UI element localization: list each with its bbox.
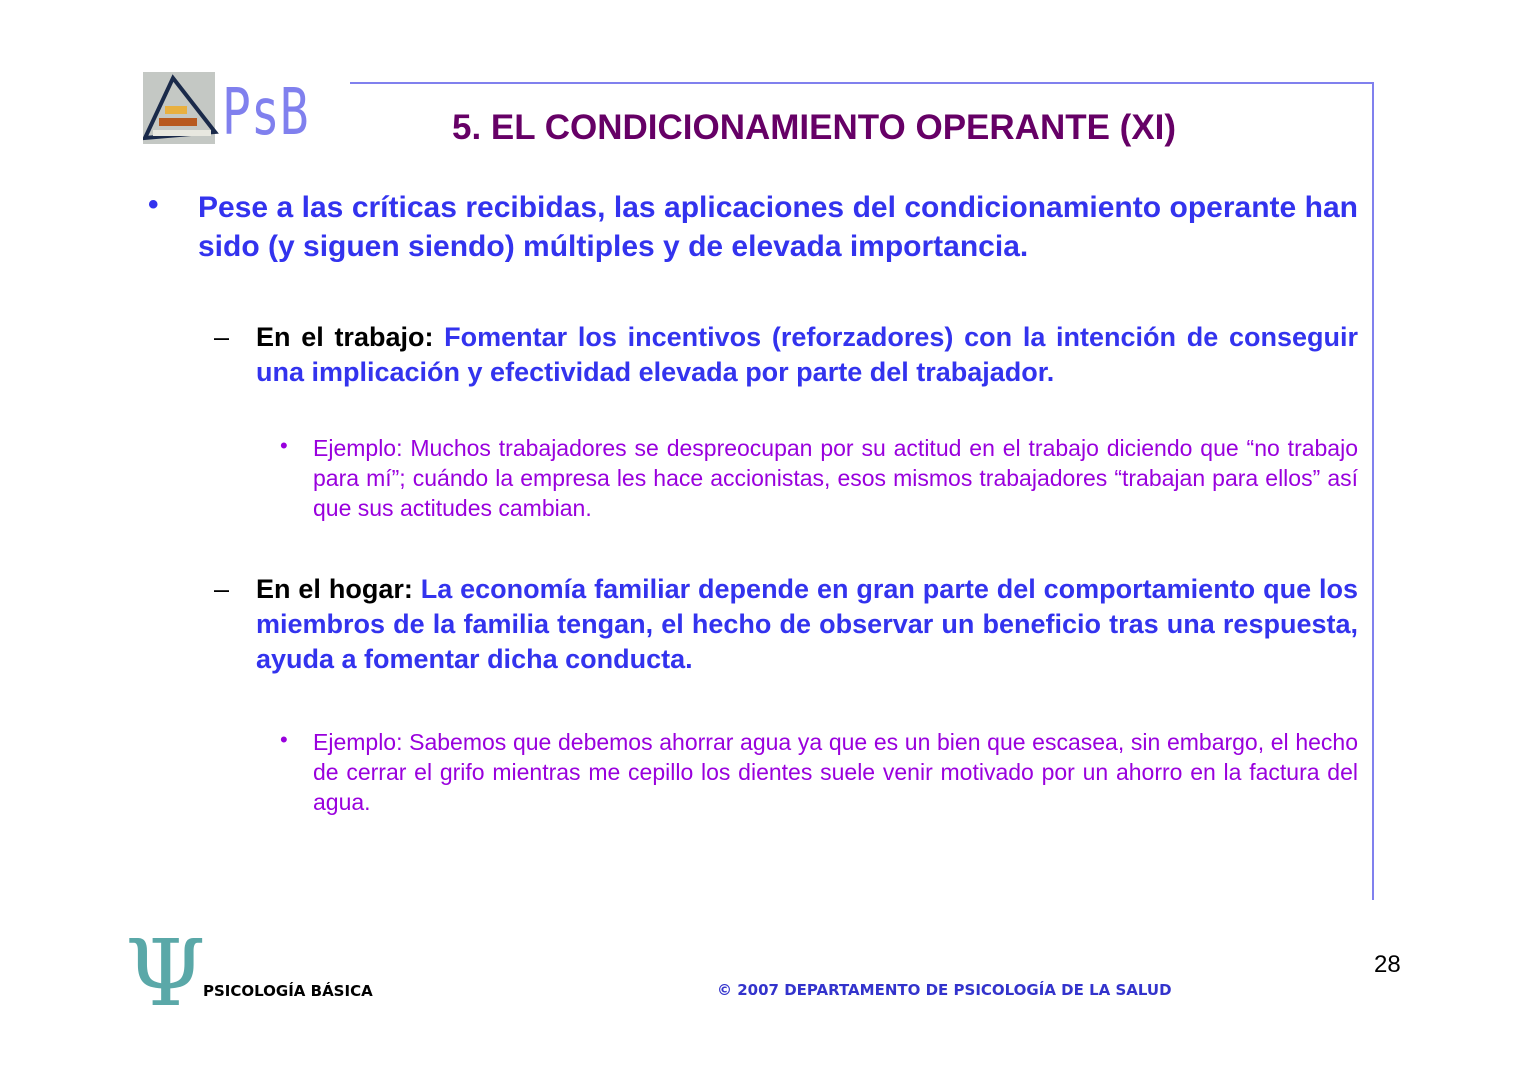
subpoint-home <box>256 572 1358 677</box>
subpoint-lead: En el trabajo: <box>256 322 434 352</box>
example-home: Ejemplo: Sabemos que debemos ahorrar agua ya que es un bien que escasea, sin embargo, el hecho de cerrar el grifo mientras me cepillo los dientes suele venir motivado por un ahorro en la factura del agua. <box>313 729 1358 815</box>
dash-marker: – <box>214 322 230 352</box>
bullet-marker: • <box>148 188 159 221</box>
psi-logo-icon: Ψ <box>125 920 206 1027</box>
slide-title: 5. EL CONDICIONAMIENTO OPERANTE (XI) <box>452 108 1177 147</box>
bullet-marker: • <box>280 433 288 458</box>
subpoint-text: Fomentar los incentivos (reforzadores) con la intención de conseguir una implicación y efectividad elevada por parte del trabajador. <box>256 322 1358 387</box>
subpoint-work <box>256 320 1358 390</box>
frame-right-line <box>1372 82 1374 900</box>
copyright: © 2007 DEPARTAMENTO DE PSICOLOGÍA DE LA SALUD <box>717 981 1172 999</box>
frame-top-line <box>350 82 1374 84</box>
page-number: 28 <box>1374 951 1401 978</box>
subpoint-text: La economía familiar depende en gran parte del comportamiento que los miembros de la familia tengan, el hecho de observar un beneficio tras una respuesta, ayuda a fomentar dicha conducta. <box>256 574 1358 674</box>
logo-text: PsB <box>222 76 309 150</box>
main-point: Pese a las críticas recibidas, las aplicaciones del condicionamiento operante han sido (y siguen siendo) múltiples y de elevada importancia. <box>198 191 1358 263</box>
dash-marker: – <box>214 574 230 604</box>
example-work: Ejemplo: Muchos trabajadores se despreocupan por su actitud en el trabajo diciendo que “no trabajo para mí”; cuándo la empresa les hace accionistas, esos mismos trabajadores “trabajan para ellos” así que sus actitudes cambian. <box>313 435 1358 521</box>
bullet-marker: • <box>280 727 288 752</box>
subpoint-lead: En el hogar: <box>256 574 413 604</box>
course-name: PSICOLOGÍA BÁSICA <box>203 982 373 1000</box>
